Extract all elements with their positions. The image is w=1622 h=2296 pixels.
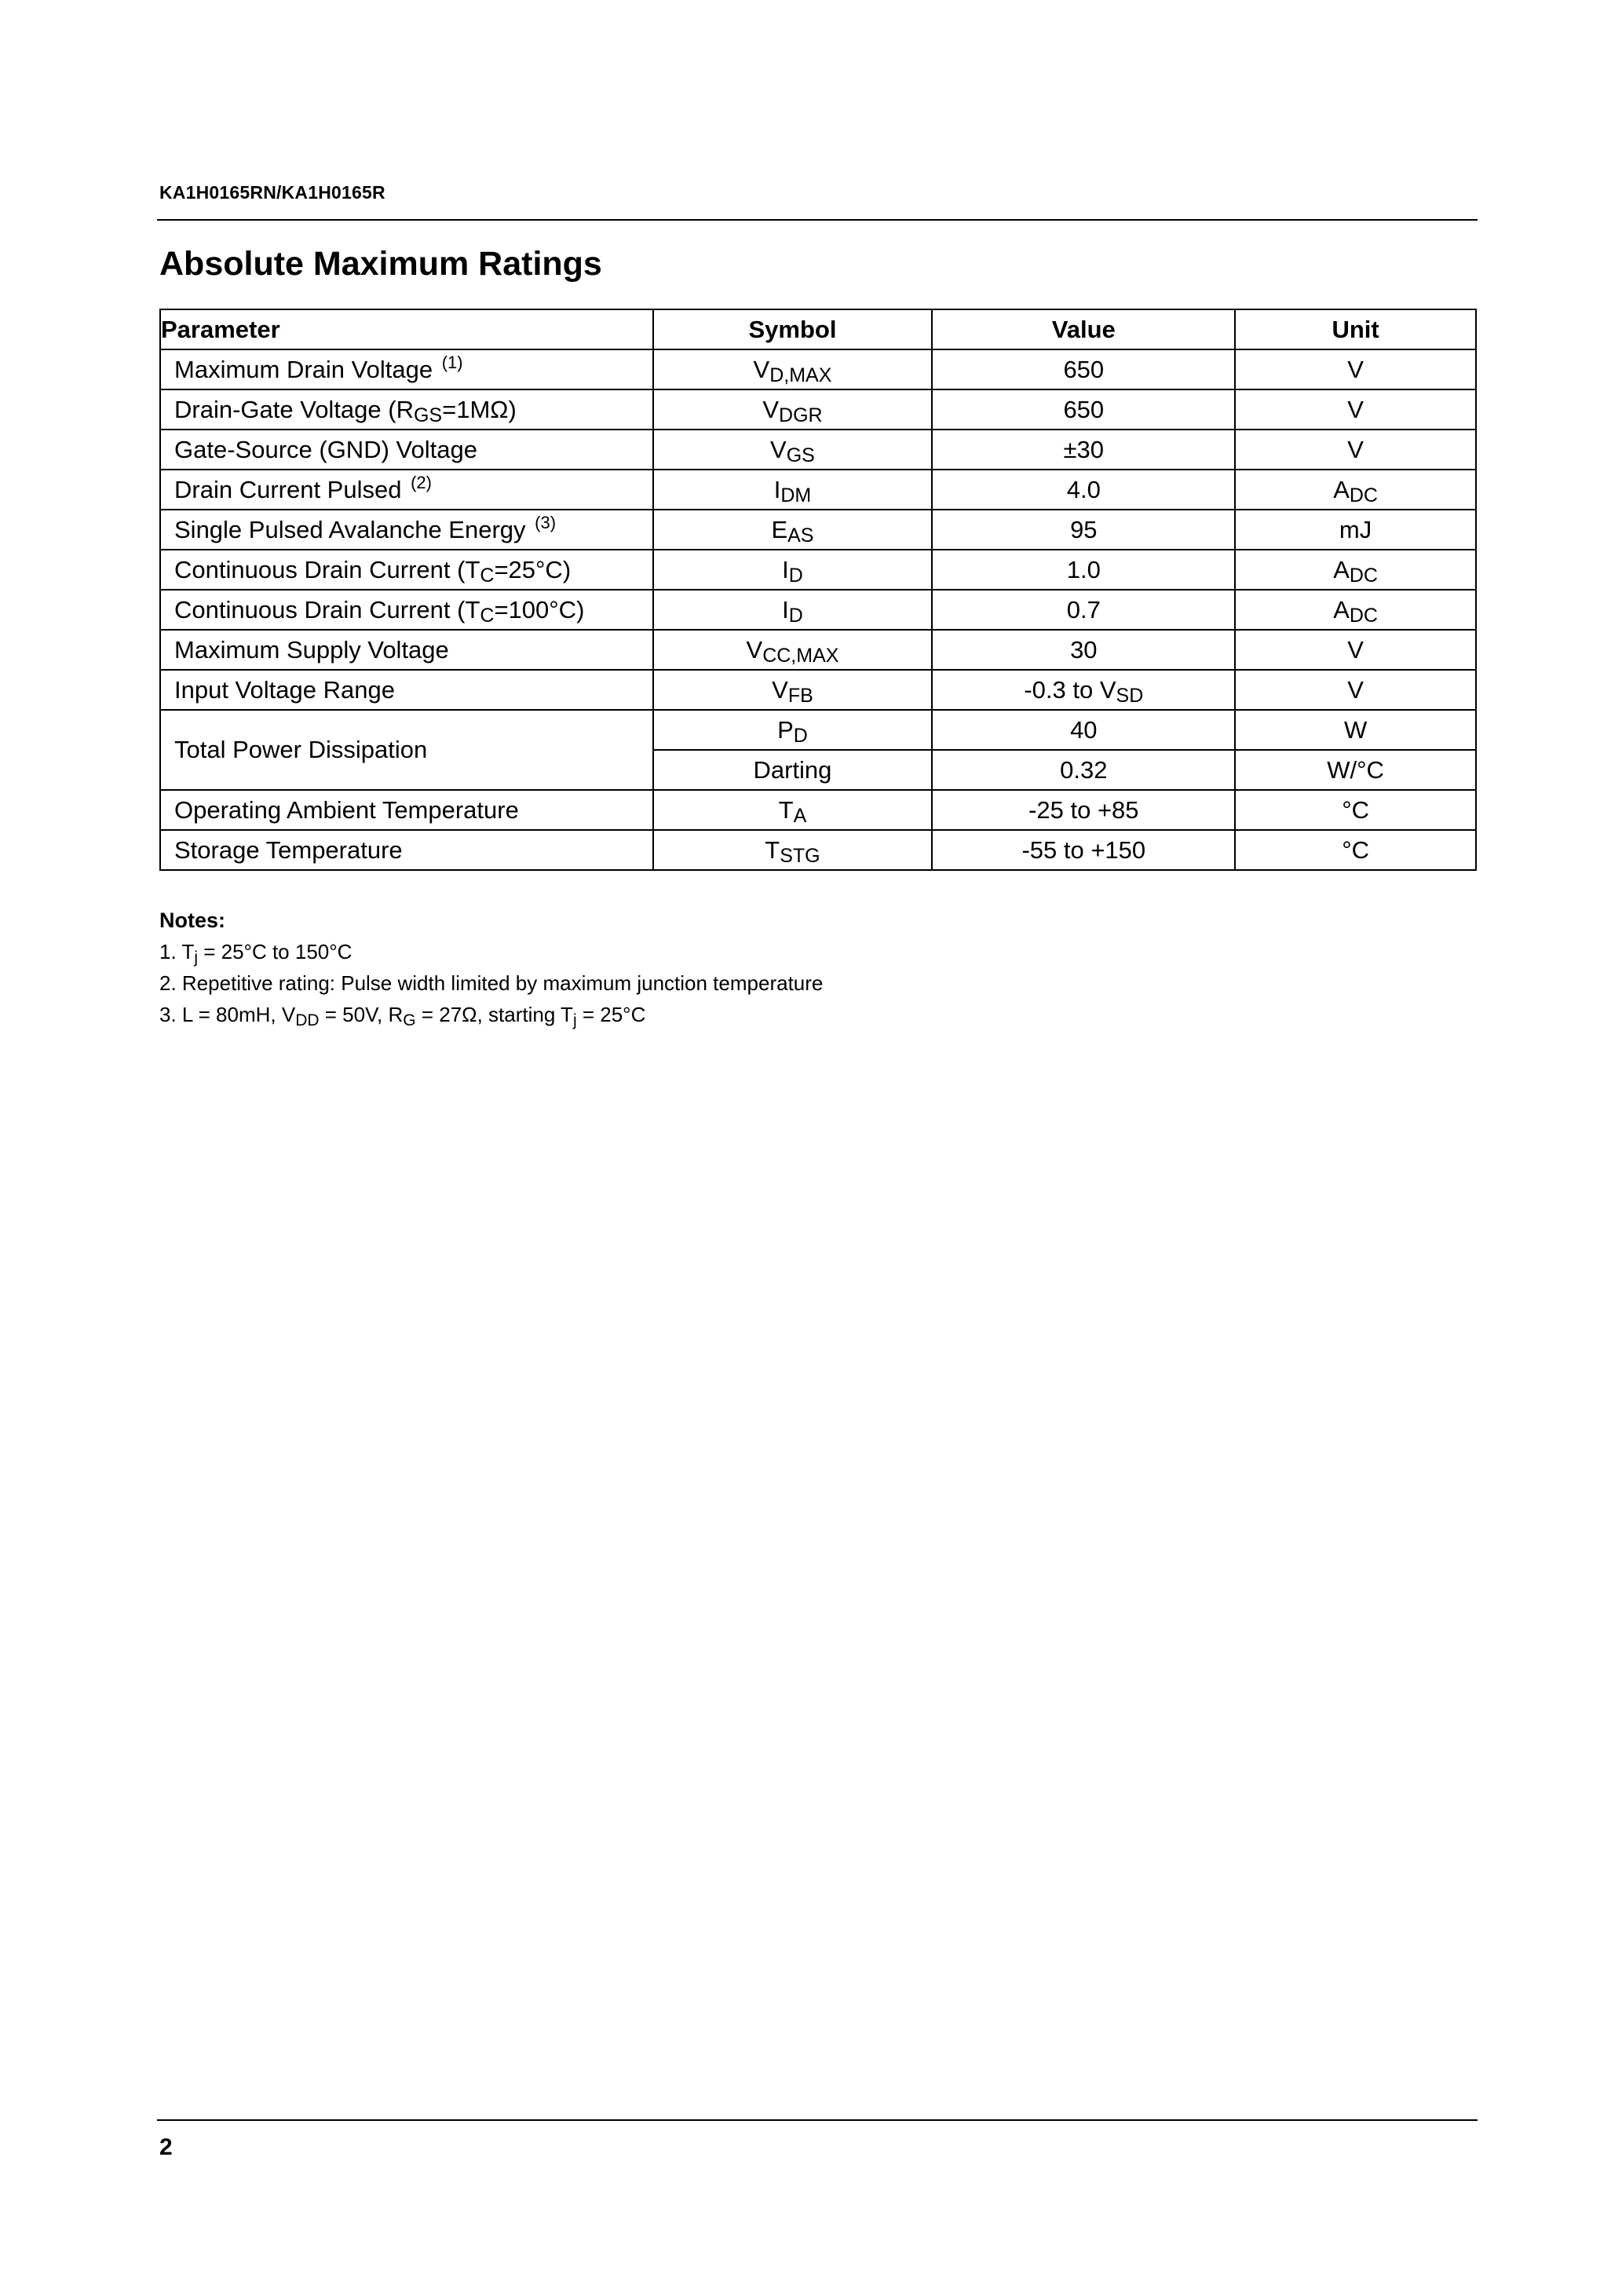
cell-value: 1.0: [932, 550, 1235, 590]
cell-unit: V: [1235, 349, 1476, 389]
cell-value: 0.32: [932, 750, 1235, 790]
cell-parameter: Maximum Supply Voltage: [160, 630, 653, 670]
cell-value: 650: [932, 389, 1235, 430]
cell-unit: °C: [1235, 830, 1476, 870]
table-row: [160, 349, 1476, 389]
cell-unit: $A_{DC}$: [1235, 470, 1476, 510]
table-row: [160, 590, 1476, 630]
cell-parameter: Single Pulsed Avalanche Energy $^{(3)}$: [160, 510, 653, 550]
cell-unit: V: [1235, 670, 1476, 710]
cell-value: 650: [932, 349, 1235, 389]
table-header-row: [160, 309, 1476, 349]
cell-value: 30: [932, 630, 1235, 670]
cell-symbol: $V_{DGR}$: [653, 389, 933, 430]
section-title: Absolute Maximum Ratings: [159, 245, 602, 283]
cell-parameter: Continuous Drain Current $(T_C=100^\circ C)$: [160, 590, 653, 630]
cell-symbol: $I_D$: [653, 590, 933, 630]
table-row: [160, 790, 1476, 830]
column-header-parameter: Parameter: [160, 309, 653, 349]
cell-parameter: Total Power Dissipation: [160, 710, 653, 790]
notes-section: [159, 905, 823, 1030]
cell-value: 95: [932, 510, 1235, 550]
ratings-table: [159, 309, 1477, 871]
table-row: [160, 670, 1476, 710]
table-row: [160, 470, 1476, 510]
cell-unit: mJ: [1235, 510, 1476, 550]
table-row: [160, 830, 1476, 870]
column-header-unit: Unit: [1235, 309, 1476, 349]
cell-unit: V: [1235, 430, 1476, 470]
cell-symbol: Darting: [653, 750, 933, 790]
cell-parameter: Continuous Drain Current $(T_C=25^\circ C)$: [160, 550, 653, 590]
cell-symbol: $V_{CC,MAX}$: [653, 630, 933, 670]
cell-value: -0.3 to $V_{SD}$: [932, 670, 1235, 710]
note-1: 1. $T_j = 25^\circ C$ to 150°C: [159, 940, 353, 967]
cell-parameter: Operating Ambient Temperature: [160, 790, 653, 830]
footnote-ref: (1): [441, 352, 463, 372]
table-row: [160, 389, 1476, 430]
cell-symbol: $V_{GS}$: [653, 430, 933, 470]
cell-symbol: $V_{FB}$: [653, 670, 933, 710]
cell-value: 4.0: [932, 470, 1235, 510]
cell-unit: V: [1235, 630, 1476, 670]
cell-unit: $A_{DC}$: [1235, 590, 1476, 630]
cell-unit: W/°C: [1235, 750, 1476, 790]
cell-symbol: $I_{DM}$: [653, 470, 933, 510]
note-2: 2. Repetitive rating: Pulse width limited by maximum junction temperature: [159, 971, 824, 995]
cell-value: 40: [932, 710, 1235, 750]
cell-parameter: Storage Temperature: [160, 830, 653, 870]
cell-value: -55 to +150: [932, 830, 1235, 870]
footnote-ref: (2): [411, 472, 432, 492]
table-row: [160, 630, 1476, 670]
footer-rule: [157, 2119, 1478, 2121]
cell-value: ±30: [932, 430, 1235, 470]
cell-unit: V: [1235, 389, 1476, 430]
page-number: 2: [159, 2134, 173, 2160]
cell-symbol: $T_A$: [653, 790, 933, 830]
column-header-value: Value: [932, 309, 1235, 349]
cell-parameter: Maximum Drain Voltage $^{(1)}$: [160, 349, 653, 389]
cell-symbol: $T_{STG}$: [653, 830, 933, 870]
notes-title: Notes:: [159, 909, 226, 932]
column-header-symbol: Symbol: [653, 309, 933, 349]
cell-parameter: Drain Current Pulsed $^{(2)}$: [160, 470, 653, 510]
table-row: [160, 710, 1476, 750]
cell-unit: °C: [1235, 790, 1476, 830]
cell-unit: W: [1235, 710, 1476, 750]
table-row: [160, 510, 1476, 550]
cell-symbol: $I_D$: [653, 550, 933, 590]
note-3: 3. L = 80mH, $V_{DD} = 50V$, $R_G = 27\Omega$, starting $T_j = 25^\circ C$: [159, 1003, 646, 1029]
cell-parameter: Gate-Source (GND) Voltage: [160, 430, 653, 470]
footnote-ref: (3): [535, 512, 557, 532]
table-row: [160, 550, 1476, 590]
header-rule: [157, 219, 1478, 221]
cell-parameter: Drain-Gate Voltage $(R_{GS}=1M\Omega)$: [160, 389, 653, 430]
cell-value: 0.7: [932, 590, 1235, 630]
cell-symbol: $V_{D,MAX}$: [653, 349, 933, 389]
table-row: [160, 430, 1476, 470]
cell-symbol: $P_D$: [653, 710, 933, 750]
cell-parameter: Input Voltage Range: [160, 670, 653, 710]
cell-unit: $A_{DC}$: [1235, 550, 1476, 590]
cell-symbol: $E_{AS}$: [653, 510, 933, 550]
cell-value: -25 to +85: [932, 790, 1235, 830]
header-part-number: KA1H0165RN/KA1H0165R: [159, 182, 385, 203]
